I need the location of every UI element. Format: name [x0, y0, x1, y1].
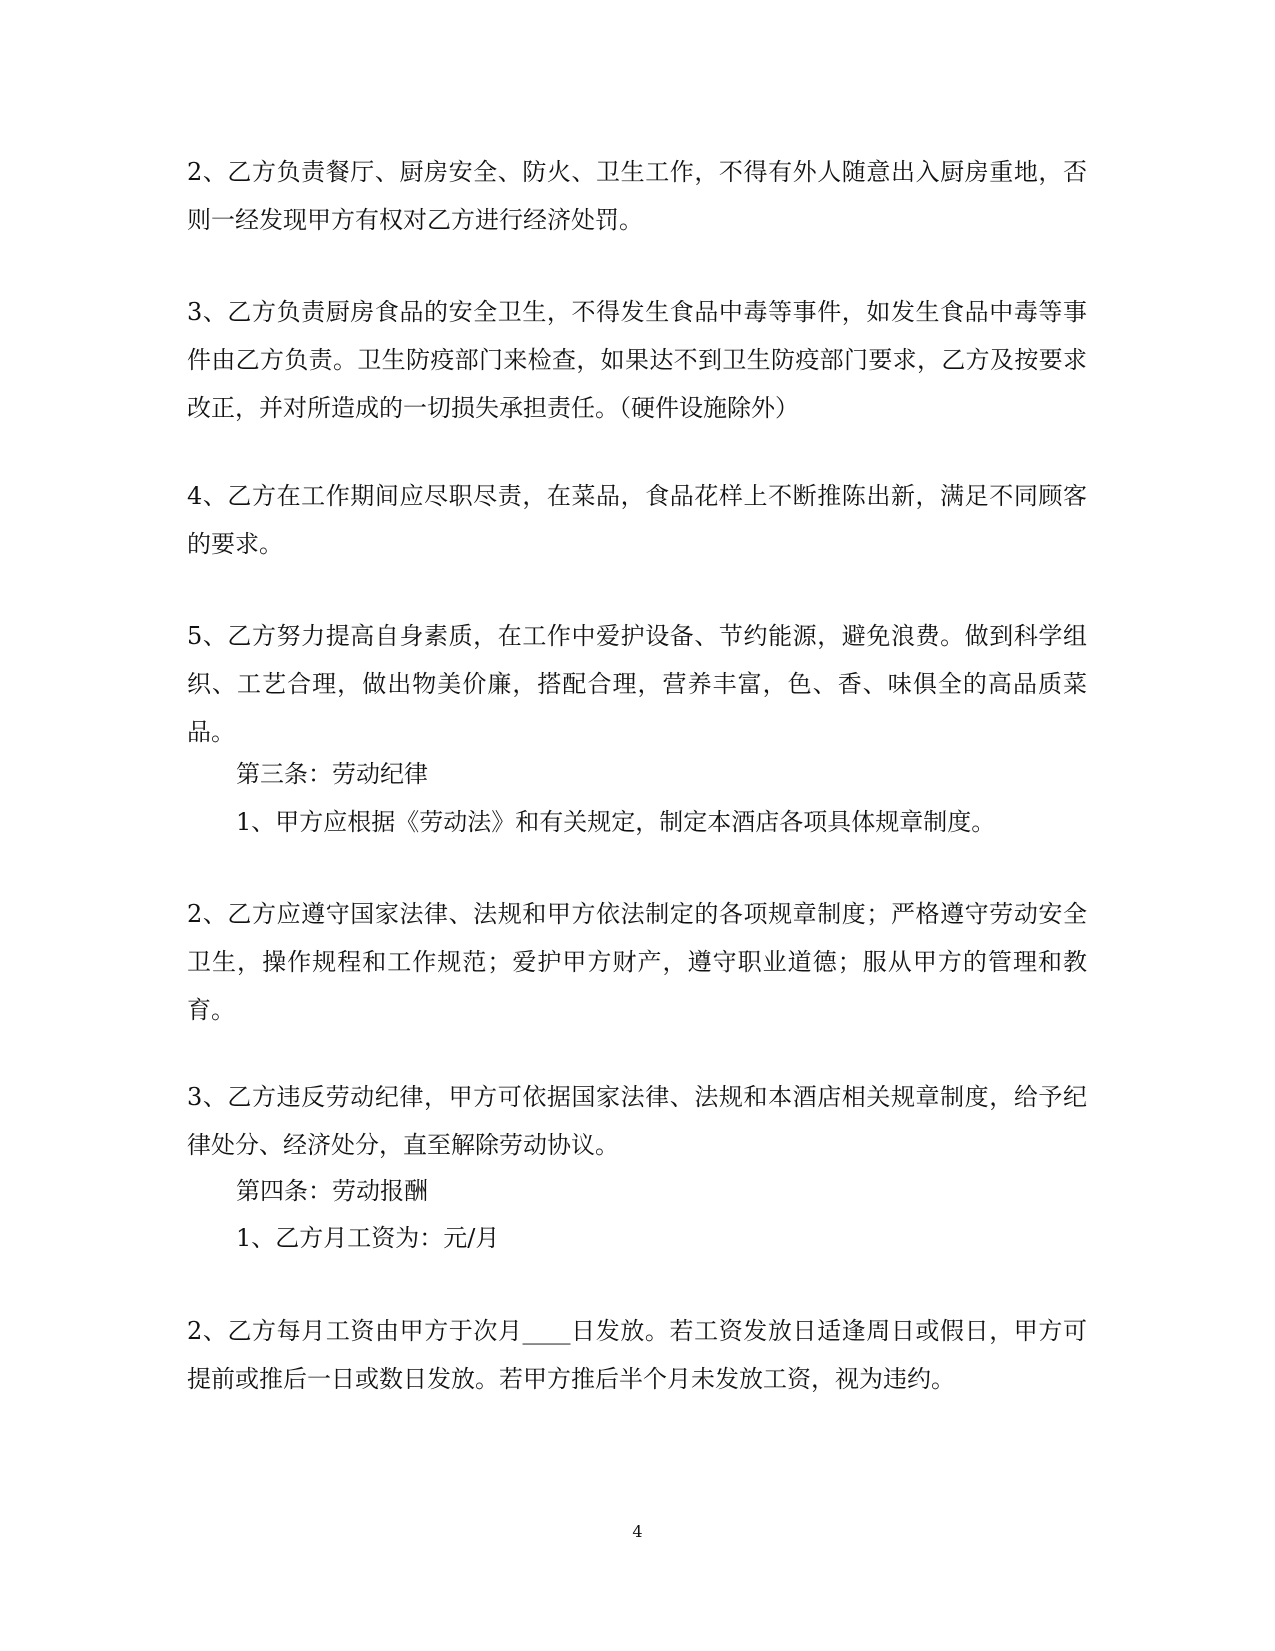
paragraph-quality: 5、乙方努力提高自身素质，在工作中爱护设备、节约能源，避免浪费。做到科学组织、工艺合理，做出物美价廉，搭配合理，营养丰富，色、香、味俱全的高品质菜品。	[187, 622, 1087, 746]
article-3-item-3: 3、乙方违反劳动纪律，甲方可依据国家法律、法规和本酒店相关规章制度，给予纪律处分、经济处分，直至解除劳动协议。	[187, 1083, 1087, 1159]
article-3-heading: 第三条：劳动纪律	[236, 760, 428, 788]
page-number: 4	[632, 1522, 643, 1541]
article-3-item-2: 2、乙方应遵守国家法律、法规和甲方依法制定的各项规章制度；严格遵守劳动安全卫生，操作规程和工作规范；爱护甲方财产，遵守职业道德；服从甲方的管理和教育。	[187, 900, 1087, 1024]
article-4-heading: 第四条：劳动报酬	[236, 1177, 428, 1205]
paragraph-food-safety: 3、乙方负责厨房食品的安全卫生，不得发生食品中毒等事件，如发生食品中毒等事件由乙方负责。卫生防疫部门来检查，如果达不到卫生防疫部门要求，乙方及按要求改正，并对所造成的一切损失承担责任。（硬件设施除外）	[187, 298, 1087, 422]
paragraph-kitchen-safety: 2、乙方负责餐厅、厨房安全、防火、卫生工作，不得有外人随意出入厨房重地，否则一经发现甲方有权对乙方进行经济处罚。	[187, 158, 1087, 234]
paragraph-menu-innovation: 4、乙方在工作期间应尽职尽责，在菜品，食品花样上不断推陈出新，满足不同顾客的要求。	[187, 482, 1087, 558]
article-4-item-2: 2、乙方每月工资由甲方于次月____日发放。若工资发放日适逢周日或假日，甲方可提前或推后一日或数日发放。若甲方推后半个月未发放工资，视为违约。	[187, 1317, 1087, 1393]
article-4-item-1: 1、乙方月工资为：元/月	[236, 1224, 500, 1252]
article-3-item-1: 1、甲方应根据《劳动法》和有关规定，制定本酒店各项具体规章制度。	[236, 808, 996, 836]
